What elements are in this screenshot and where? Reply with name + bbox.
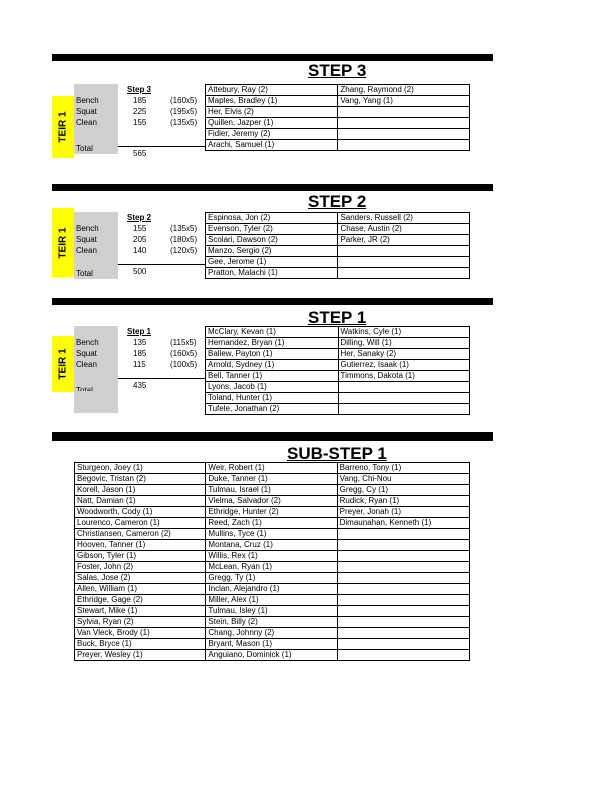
table-row bbox=[75, 529, 470, 540]
table-row bbox=[206, 268, 470, 279]
table-row bbox=[206, 382, 470, 393]
table-row bbox=[206, 107, 470, 118]
tier-label: TEIR 1 bbox=[57, 348, 69, 380]
roster-cell: Sylvia, Ryan (2) bbox=[75, 617, 206, 628]
tier-label: TEIR 1 bbox=[57, 111, 69, 143]
table-row bbox=[206, 404, 470, 415]
table-row bbox=[75, 540, 470, 551]
roster-cell: Lyons, Jacob (1) bbox=[206, 382, 339, 393]
roster-cell: Barreno, Tony (1) bbox=[337, 463, 469, 474]
lift-label bbox=[74, 256, 118, 268]
roster-cell: Rudick, Ryan (1) bbox=[337, 496, 469, 507]
roster-cell: Duke, Tanner (1) bbox=[206, 474, 337, 485]
table-row bbox=[206, 129, 470, 140]
roster-cell: McLean, Ryan (1) bbox=[206, 562, 337, 573]
roster-cell: Pratton, Malachi (1) bbox=[206, 268, 338, 279]
lift-sets bbox=[170, 223, 197, 256]
roster-cell: Hooven, Tanner (1) bbox=[75, 540, 206, 551]
step2-title: STEP 2 bbox=[308, 192, 367, 211]
table-row bbox=[206, 224, 470, 235]
roster-cell: Fidler, Jeremy (2) bbox=[206, 129, 338, 140]
table-row bbox=[206, 338, 470, 349]
roster-cell: Foster, John (2) bbox=[75, 562, 206, 573]
lift-set: (100x5) bbox=[170, 360, 198, 369]
roster-cell: Ballew, Payton (1) bbox=[206, 349, 339, 360]
lift-label: Squat bbox=[76, 235, 97, 244]
roster-cell: Montana, Cruz (1) bbox=[206, 540, 337, 551]
lift-value: 140 bbox=[133, 246, 147, 255]
lift-labels bbox=[74, 337, 118, 396]
step3-title: STEP 3 bbox=[308, 61, 367, 80]
roster-cell bbox=[337, 628, 469, 639]
lift-label: Clean bbox=[76, 118, 97, 127]
roster-cell: Gee, Jerome (1) bbox=[206, 257, 338, 268]
roster-cell: Anguiano, Dominick (1) bbox=[206, 650, 337, 661]
lift-set: (135x5) bbox=[170, 118, 198, 127]
roster-cell: Tulmau, Isley (1) bbox=[206, 606, 337, 617]
section-bar-step1 bbox=[52, 298, 493, 305]
table-row bbox=[206, 140, 470, 151]
roster-cell: Chase, Austin (2) bbox=[338, 224, 470, 235]
roster-cell bbox=[337, 639, 469, 650]
roster-cell: Salas, Jose (2) bbox=[75, 573, 206, 584]
table-row bbox=[75, 463, 470, 474]
roster-cell: Zhang, Raymond (2) bbox=[338, 85, 470, 96]
lift-label: Bench bbox=[76, 338, 99, 347]
roster-cell: Stewart, Mike (1) bbox=[75, 606, 206, 617]
roster-cell: Willis, Rex (1) bbox=[206, 551, 337, 562]
table-row bbox=[75, 617, 470, 628]
lift-set: (195x5) bbox=[170, 107, 198, 116]
lift-label: Clean bbox=[76, 246, 97, 255]
lift-label: Squat bbox=[76, 349, 97, 358]
roster-cell: Ethridge, Hunter (2) bbox=[206, 507, 337, 518]
roster-table-step3 bbox=[205, 84, 470, 151]
roster-cell: Hernandez, Bryan (1) bbox=[206, 338, 339, 349]
table-row bbox=[75, 562, 470, 573]
step1-title: STEP 1 bbox=[308, 308, 367, 327]
table-row bbox=[75, 606, 470, 617]
table-row bbox=[206, 349, 470, 360]
table-row bbox=[75, 485, 470, 496]
lift-labels bbox=[74, 223, 118, 279]
roster-cell: Evenson, Tyler (2) bbox=[206, 224, 338, 235]
roster-cell: Dilling, Will (1) bbox=[338, 338, 470, 349]
roster-cell: Weir, Robert (1) bbox=[206, 463, 337, 474]
lift-label: Bench bbox=[76, 96, 99, 105]
roster-cell: Sanders, Russell (2) bbox=[338, 213, 470, 224]
roster-cell: Toland, Hunter (1) bbox=[206, 393, 339, 404]
roster-cell: Woodworth, Cody (1) bbox=[75, 507, 206, 518]
total-rule bbox=[118, 264, 206, 265]
lift-label bbox=[74, 370, 118, 385]
lift-set: (160x5) bbox=[170, 349, 198, 358]
roster-cell: Vang, Yang (1) bbox=[338, 96, 470, 107]
total-rule bbox=[118, 378, 206, 379]
table-row bbox=[75, 474, 470, 485]
lift-label: Total bbox=[76, 144, 93, 153]
roster-cell: Gregg, Ty (1) bbox=[206, 573, 337, 584]
total-value: 500 bbox=[133, 267, 147, 276]
lift-label: Total bbox=[76, 269, 93, 278]
lift-values bbox=[133, 95, 146, 128]
lift-set: (115x5) bbox=[170, 338, 197, 347]
tier-badge bbox=[52, 208, 74, 277]
lift-label: Bench bbox=[76, 224, 99, 233]
roster-cell: Mullins, Tyce (1) bbox=[206, 529, 337, 540]
roster-cell: Bryant, Mason (1) bbox=[206, 639, 337, 650]
roster-table-step2 bbox=[205, 212, 470, 279]
lift-values bbox=[133, 337, 146, 370]
roster-cell bbox=[338, 118, 470, 129]
total-value: 565 bbox=[133, 149, 147, 158]
roster-cell: Miller, Alex (1) bbox=[206, 595, 337, 606]
table-row bbox=[75, 551, 470, 562]
roster-cell: Sturgeon, Joey (1) bbox=[75, 463, 206, 474]
roster-cell: Inclan, Alejandro (1) bbox=[206, 584, 337, 595]
lift-set: (180x5) bbox=[170, 235, 198, 244]
table-row bbox=[75, 496, 470, 507]
roster-cell: Parker, JR (2) bbox=[338, 235, 470, 246]
step-header: Step 3 bbox=[127, 85, 152, 94]
lift-sets bbox=[170, 95, 197, 128]
tier-badge bbox=[52, 96, 74, 158]
roster-cell: Ethridge, Gage (2) bbox=[75, 595, 206, 606]
lift-set: (135x5) bbox=[170, 224, 198, 233]
roster-cell: Gregg, Cy (1) bbox=[337, 485, 469, 496]
section-bar-step2 bbox=[52, 184, 493, 191]
lift-value: 225 bbox=[133, 107, 147, 116]
roster-cell bbox=[337, 573, 469, 584]
roster-cell bbox=[338, 140, 470, 151]
lift-value: 155 bbox=[133, 118, 147, 127]
roster-cell bbox=[338, 257, 470, 268]
roster-cell: Gutierrez, Isaak (1) bbox=[338, 360, 470, 371]
tier-label: TEIR 1 bbox=[57, 226, 69, 259]
roster-cell: Preyer, Jonah (1) bbox=[337, 507, 469, 518]
roster-table-substep1 bbox=[74, 462, 470, 661]
roster-cell: Preyer, Wesley (1) bbox=[75, 650, 206, 661]
total-value: 435 bbox=[133, 381, 147, 390]
table-row bbox=[75, 518, 470, 529]
roster-cell bbox=[338, 107, 470, 118]
filler-shade bbox=[74, 391, 118, 413]
lift-value: 185 bbox=[133, 96, 147, 105]
section-bar-substep1 bbox=[52, 432, 493, 441]
roster-cell: Allen, William (1) bbox=[75, 584, 206, 595]
lift-label: Clean bbox=[76, 360, 97, 369]
header-shade bbox=[74, 84, 118, 95]
lift-value: 155 bbox=[133, 224, 147, 233]
substep1-title: SUB-STEP 1 bbox=[287, 444, 387, 463]
table-row bbox=[75, 650, 470, 661]
lift-set: (160x5) bbox=[170, 96, 198, 105]
roster-cell: Christiansen, Cameron (2) bbox=[75, 529, 206, 540]
roster-cell: Maples, Bradley (1) bbox=[206, 96, 338, 107]
lift-label bbox=[74, 128, 118, 143]
roster-cell: Van Vleck, Brody (1) bbox=[75, 628, 206, 639]
roster-cell bbox=[337, 551, 469, 562]
table-row bbox=[206, 85, 470, 96]
table-row bbox=[206, 235, 470, 246]
roster-cell: McClary, Kevan (1) bbox=[206, 327, 339, 338]
table-row bbox=[206, 213, 470, 224]
table-row bbox=[75, 628, 470, 639]
roster-cell bbox=[338, 404, 470, 415]
table-row bbox=[206, 96, 470, 107]
table-row bbox=[75, 639, 470, 650]
roster-cell: Her, Elvis (2) bbox=[206, 107, 338, 118]
lift-label: Squat bbox=[76, 107, 97, 116]
roster-cell bbox=[338, 382, 470, 393]
roster-cell: Manzo, Sergio (2) bbox=[206, 246, 338, 257]
roster-cell: Dimaunahan, Kenneth (1) bbox=[337, 518, 469, 529]
roster-cell: Bell, Tanner (1) bbox=[206, 371, 339, 382]
roster-cell bbox=[337, 584, 469, 595]
lift-set: (120x5) bbox=[170, 246, 198, 255]
roster-cell bbox=[338, 246, 470, 257]
lift-labels bbox=[74, 95, 118, 154]
roster-cell: Tulmau, Israel (1) bbox=[206, 485, 337, 496]
roster-cell: Attebury, Ray (2) bbox=[206, 85, 338, 96]
step-header: Step 1 bbox=[127, 327, 152, 336]
roster-cell bbox=[337, 529, 469, 540]
roster-cell: Her, Sanaky (2) bbox=[338, 349, 470, 360]
table-row bbox=[206, 393, 470, 404]
roster-cell bbox=[337, 617, 469, 628]
roster-cell: Espinosa, Jon (2) bbox=[206, 213, 338, 224]
roster-cell: Timmons, Dakota (1) bbox=[338, 371, 470, 382]
table-row bbox=[75, 573, 470, 584]
roster-cell bbox=[337, 540, 469, 551]
roster-cell bbox=[338, 268, 470, 279]
roster-cell: Gibson, Tyler (1) bbox=[75, 551, 206, 562]
header-shade bbox=[74, 212, 118, 223]
roster-cell: Quillen, Jazper (1) bbox=[206, 118, 338, 129]
roster-cell: Stein, Billy (2) bbox=[206, 617, 337, 628]
lift-value: 115 bbox=[133, 360, 146, 369]
roster-table-step1 bbox=[205, 326, 470, 415]
roster-cell bbox=[338, 393, 470, 404]
header-shade bbox=[74, 326, 118, 337]
roster-cell: Vielma, Salvador (2) bbox=[206, 496, 337, 507]
table-row bbox=[206, 118, 470, 129]
table-row bbox=[75, 507, 470, 518]
roster-cell: Arachi, Samuel (1) bbox=[206, 140, 338, 151]
lift-value: 205 bbox=[133, 235, 147, 244]
roster-cell bbox=[337, 562, 469, 573]
table-row bbox=[206, 257, 470, 268]
lift-value: 185 bbox=[133, 349, 147, 358]
roster-cell: Lourenco, Cameron (1) bbox=[75, 518, 206, 529]
table-row bbox=[206, 246, 470, 257]
roster-cell: Vang, Chi-Nou bbox=[337, 474, 469, 485]
section-bar-step3 bbox=[52, 54, 493, 61]
roster-cell: Korell, Jason (1) bbox=[75, 485, 206, 496]
table-row bbox=[75, 584, 470, 595]
roster-cell bbox=[337, 595, 469, 606]
total-rule bbox=[118, 146, 206, 147]
step-header: Step 2 bbox=[127, 213, 152, 222]
lift-values bbox=[133, 223, 146, 256]
roster-cell: Scolari, Dawson (2) bbox=[206, 235, 338, 246]
roster-cell bbox=[337, 650, 469, 661]
table-row bbox=[206, 371, 470, 382]
table-row bbox=[206, 327, 470, 338]
roster-cell bbox=[337, 606, 469, 617]
roster-cell: Natt, Damian (1) bbox=[75, 496, 206, 507]
roster-cell: Tufele, Jonathan (2) bbox=[206, 404, 339, 415]
roster-cell: Arnold, Sydney (1) bbox=[206, 360, 339, 371]
lift-value: 135 bbox=[133, 338, 147, 347]
roster-cell bbox=[338, 129, 470, 140]
table-row bbox=[75, 595, 470, 606]
tier-badge bbox=[52, 336, 74, 392]
roster-cell: Buck, Bryce (1) bbox=[75, 639, 206, 650]
lift-sets bbox=[170, 337, 197, 370]
roster-cell: Reed, Zach (1) bbox=[206, 518, 337, 529]
roster-cell: Watkins, Cyle (1) bbox=[338, 327, 470, 338]
roster-cell: Begovic, Tristan (2) bbox=[75, 474, 206, 485]
roster-cell: Chang, Johnny (2) bbox=[206, 628, 337, 639]
table-row bbox=[206, 360, 470, 371]
